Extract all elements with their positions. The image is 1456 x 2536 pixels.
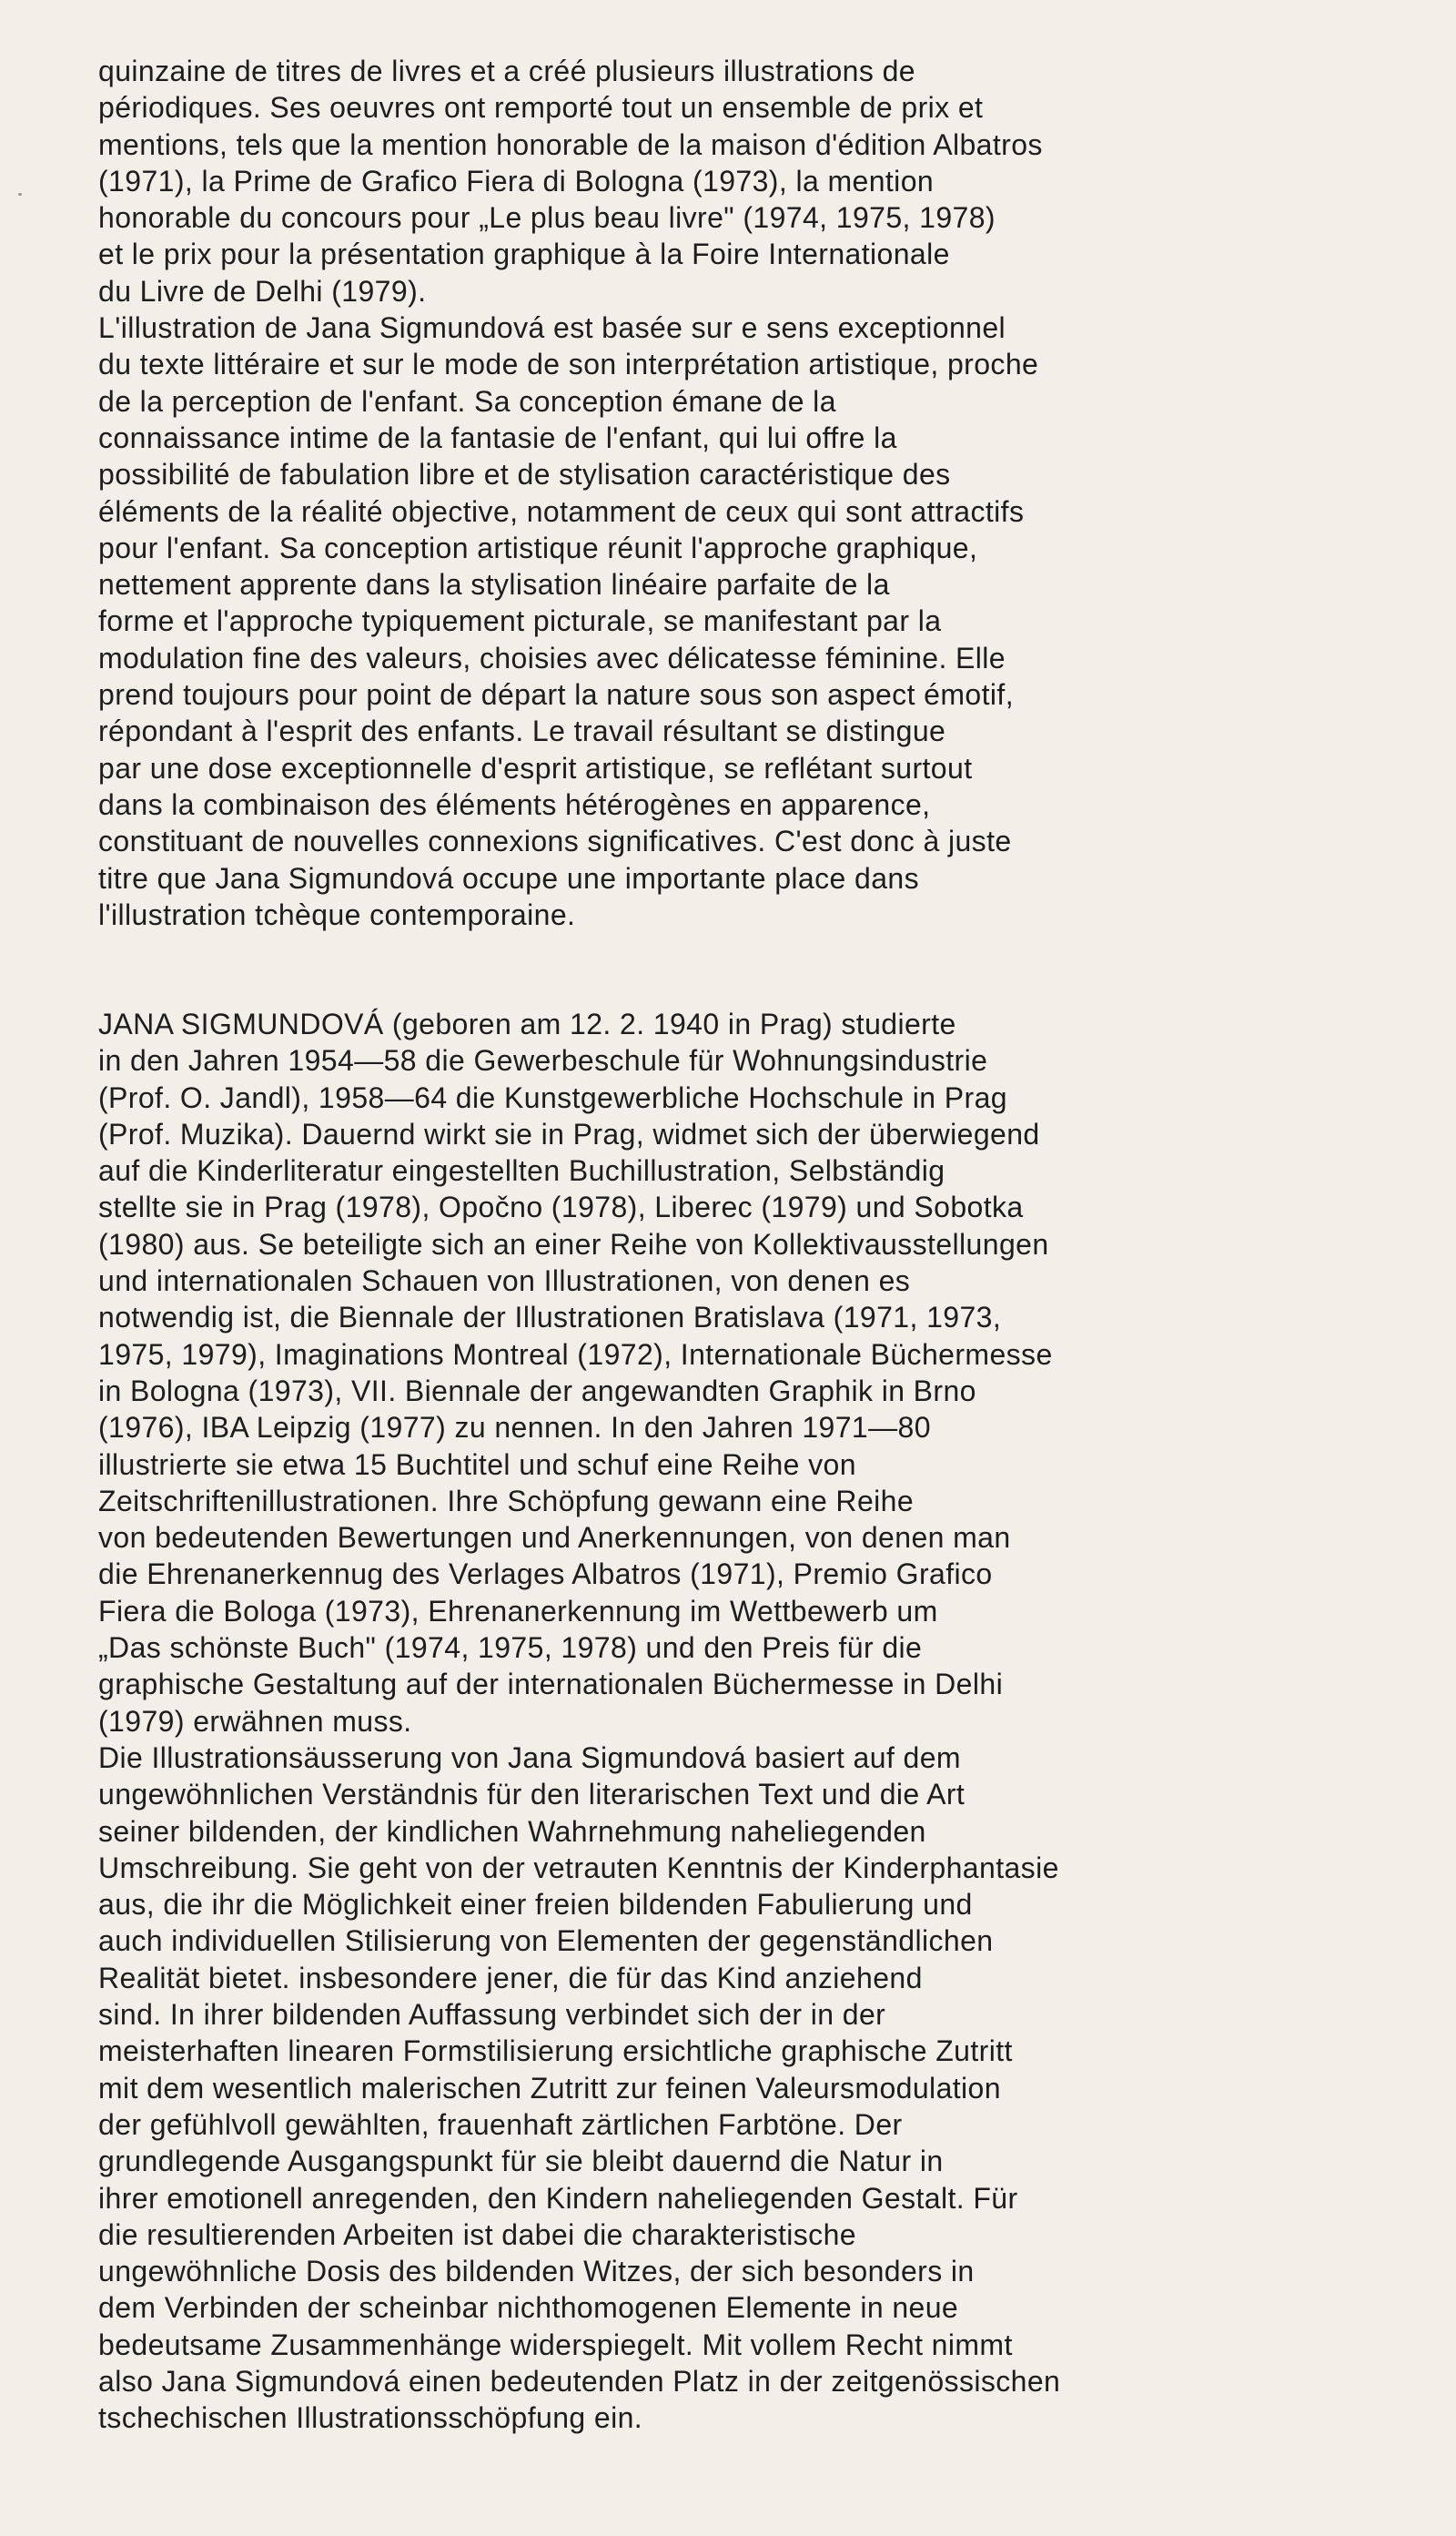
german-line: (1980) aus. Se beteiligte sich an einer Reihe von Kollektivausstellungen bbox=[98, 1227, 1049, 1261]
german-line: ungewöhnliche Dosis des bildenden Witzes, der sich besonders in bbox=[98, 2255, 975, 2288]
german-line: graphische Gestaltung auf der internationalen Büchermesse in Delhi bbox=[98, 1668, 1004, 1701]
french-line: dans la combinaison des éléments hétérogènes en apparence, bbox=[98, 787, 931, 821]
german-line: tschechischen Illustrationsschöpfung ein. bbox=[98, 2401, 643, 2435]
french-line: et le prix pour la présentation graphique à la Foire Internationale bbox=[98, 238, 950, 271]
german-line: (1976), IBA Leipzig (1977) zu nennen. In den Jahren 1971—80 bbox=[98, 1411, 931, 1445]
french-line: nettement apprente dans la stylisation linéaire parfaite de la bbox=[98, 568, 890, 602]
german-line: Zeitschriftenillustrationen. Ihre Schöpfung gewann eine Reihe bbox=[98, 1484, 915, 1517]
german-line: grundlegende Ausgangspunkt für sie bleibt dauernd die Natur in bbox=[98, 2145, 944, 2178]
german-line: Fiera die Bologa (1973), Ehrenanerkennung im Wettbewerb um bbox=[98, 1594, 938, 1628]
german-line: Realität bietet. insbesondere jener, die für das Kind anziehend bbox=[98, 1961, 923, 1994]
german-line: JANA SIGMUNDOVÁ (geboren am 12. 2. 1940 in Prag) studierte bbox=[98, 1008, 956, 1040]
french-line: L'illustration de Jana Sigmundová est basée sur e sens exceptionnel bbox=[98, 311, 1006, 345]
german-line: die Ehrenanerkennug des Verlages Albatros (1971), Premio Grafico bbox=[98, 1557, 993, 1591]
french-line: l'illustration tchèque contemporaine. bbox=[98, 898, 576, 931]
french-line: de la perception de l'enfant. Sa conception émane de la bbox=[98, 384, 836, 418]
paper-speck bbox=[18, 193, 22, 196]
german-line: mit dem wesentlich malerischen Zutritt zur feinen Valeursmodulation bbox=[98, 2071, 1001, 2105]
french-line: périodiques. Ses oeuvres ont remporté tout un ensemble de prix et bbox=[98, 91, 984, 125]
german-line: 1975, 1979), Imaginations Montreal (1972), Internationale Büchermesse bbox=[98, 1337, 1053, 1371]
german-line: ihrer emotionell anregenden, den Kindern naheliegenden Gestalt. Für bbox=[98, 2181, 1018, 2215]
german-line: meisterhaften linearen Formstilisierung ersichtliche graphische Zutritt bbox=[98, 2034, 1013, 2068]
german-text-section bbox=[98, 1006, 1060, 2437]
german-line: und internationalen Schauen von Illustrationen, von denen es bbox=[98, 1264, 911, 1298]
french-line: par une dose exceptionnelle d'esprit artistique, se reflétant surtout bbox=[98, 751, 973, 785]
french-line: possibilité de fabulation libre et de stylisation caractéristique des bbox=[98, 458, 951, 492]
german-line: seiner bildenden, der kindlichen Wahrnehmung naheliegenden bbox=[98, 1814, 926, 1848]
french-line: prend toujours pour point de départ la nature sous son aspect émotif, bbox=[98, 678, 1014, 712]
french-line: connaissance intime de la fantasie de l'enfant, qui lui offre la bbox=[98, 421, 897, 454]
french-line: constituant de nouvelles connexions significatives. C'est donc à juste bbox=[98, 825, 1012, 858]
german-line: sind. In ihrer bildenden Auffassung verbindet sich der in der bbox=[98, 1998, 886, 2032]
french-line: du Livre de Delhi (1979). bbox=[98, 274, 427, 308]
french-line: du texte littéraire et sur le mode de son interprétation artistique, proche bbox=[98, 348, 1039, 381]
french-line: répondant à l'esprit des enfants. Le travail résultant se distingue bbox=[98, 715, 946, 748]
german-line: notwendig ist, die Biennale der Illustrationen Bratislava (1971, 1973, bbox=[98, 1301, 1002, 1334]
german-line: „Das schönste Buch" (1974, 1975, 1978) und den Preis für die bbox=[98, 1631, 923, 1665]
german-line: bedeutsame Zusammenhänge widerspiegelt. Mit vollem Recht nimmt bbox=[98, 2328, 1013, 2361]
german-line: Umschreibung. Sie geht von der vetrauten Kenntnis der Kinderphantasie bbox=[98, 1851, 1059, 1884]
german-line: die resultierenden Arbeiten ist dabei die charakteristische bbox=[98, 2217, 856, 2251]
german-line: in den Jahren 1954—58 die Gewerbeschule für Wohnungsindustrie bbox=[98, 1044, 988, 1078]
french-text-section bbox=[98, 53, 1043, 933]
french-line: titre que Jana Sigmundová occupe une importante place dans bbox=[98, 861, 919, 895]
german-line: von bedeutenden Bewertungen und Anerkennungen, von denen man bbox=[98, 1521, 1011, 1555]
german-line: (Prof. Muzika). Dauernd wirkt sie in Prag, widmet sich der überwiegend bbox=[98, 1117, 1040, 1151]
german-line: auf die Kinderliteratur eingestellten Buchillustration, Selbständig bbox=[98, 1154, 945, 1188]
german-line: der gefühlvoll gewählten, frauenhaft zärtlichen Farbtöne. Der bbox=[98, 2107, 903, 2141]
german-line: Die Illustrationsäusserung von Jana Sigmundová basiert auf dem bbox=[98, 1740, 961, 1774]
french-line: forme et l'approche typiquement picturale, se manifestant par la bbox=[98, 604, 942, 638]
german-line: auch individuellen Stilisierung von Elementen der gegenständlichen bbox=[98, 1924, 994, 1958]
german-line: ungewöhnlichen Verständnis für den literarischen Text und die Art bbox=[98, 1778, 966, 1811]
german-line: also Jana Sigmundová einen bedeutenden Platz in der zeitgenössischen bbox=[98, 2364, 1061, 2398]
french-line: honorable du concours pour „Le plus beau livre" (1974, 1975, 1978) bbox=[98, 201, 996, 235]
french-line: quinzaine de titres de livres et a créé plusieurs illustrations de bbox=[98, 55, 915, 87]
german-line: stellte sie in Prag (1978), Opočno (1978), Liberec (1979) und Sobotka bbox=[98, 1191, 1024, 1224]
german-line: dem Verbinden der scheinbar nichthomogenen Elemente in neue bbox=[98, 2291, 959, 2325]
german-line: (Prof. O. Jandl), 1958—64 die Kunstgewerbliche Hochschule in Prag bbox=[98, 1080, 1007, 1114]
german-line: illustrierte sie etwa 15 Buchtitel und schuf eine Reihe von bbox=[98, 1447, 856, 1481]
french-line: pour l'enfant. Sa conception artistique réunit l'approche graphique, bbox=[98, 531, 978, 564]
german-line: (1979) erwähnen muss. bbox=[98, 1704, 412, 1738]
french-line: mentions, tels que la mention honorable de la maison d'édition Albatros bbox=[98, 127, 1043, 161]
french-line: (1971), la Prime de Grafico Fiera di Bologna (1973), la mention bbox=[98, 164, 935, 198]
french-line: modulation fine des valeurs, choisies avec délicatesse féminine. Elle bbox=[98, 641, 1006, 675]
german-line: aus, die ihr die Möglichkeit einer freien bildenden Fabulierung und bbox=[98, 1888, 973, 1922]
german-line: in Bologna (1973), VII. Biennale der angewandten Graphik in Brno bbox=[98, 1374, 976, 1407]
french-line: éléments de la réalité objective, notamment de ceux qui sont attractifs bbox=[98, 494, 1025, 528]
